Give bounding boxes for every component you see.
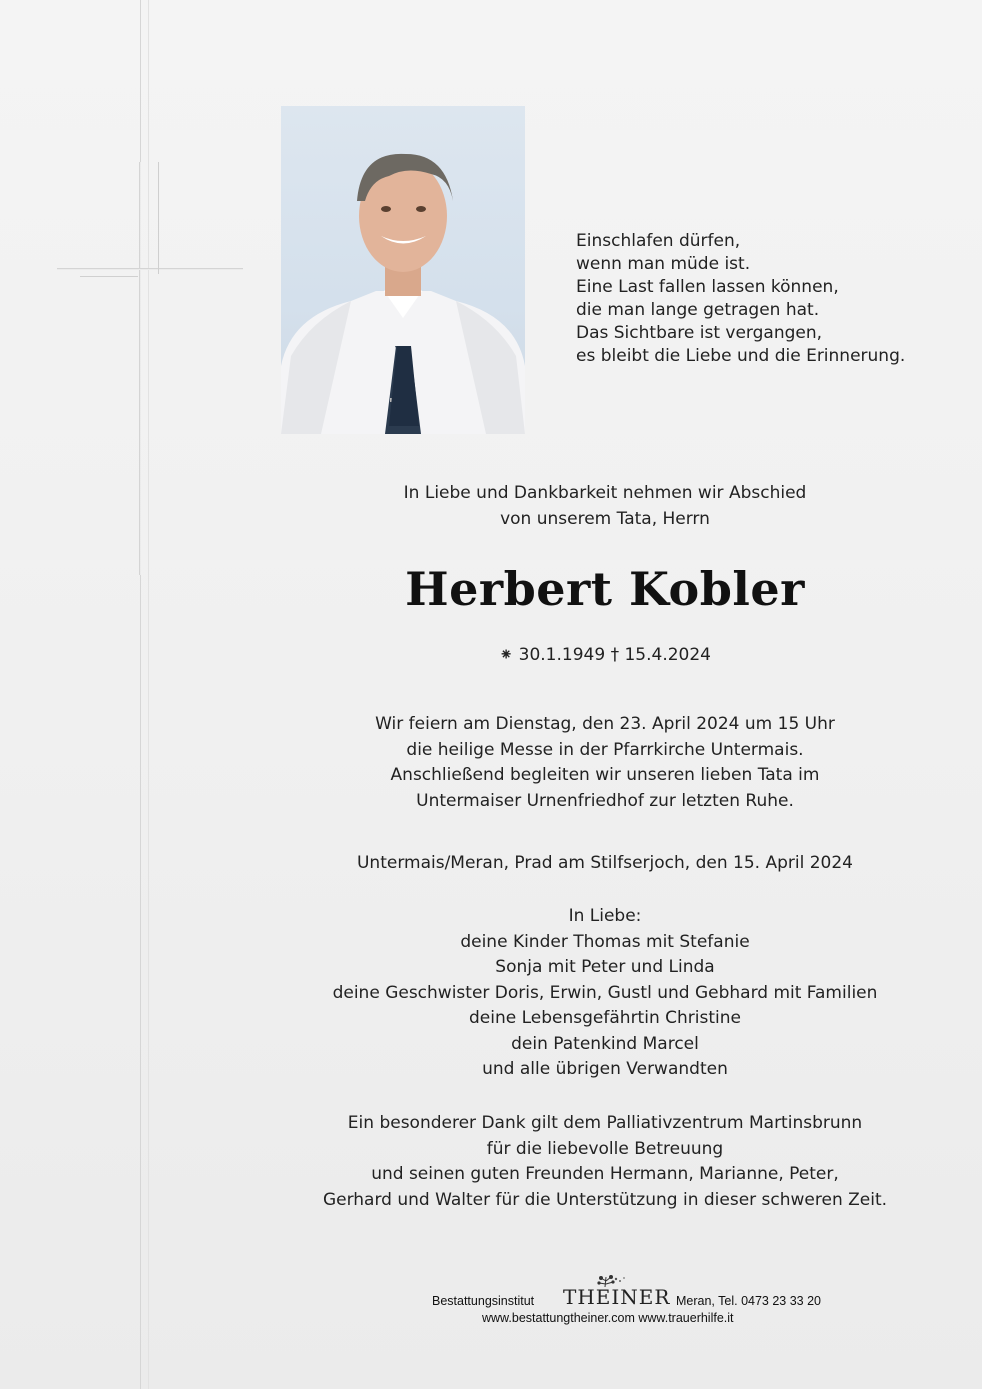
mass-announcement (300, 712, 910, 814)
family-line: deine Lebensgefährtin Christine (469, 1008, 741, 1028)
family-line: dein Patenkind Marcel (511, 1033, 699, 1054)
footer-company-label: Bestattungsinstitut (432, 1294, 535, 1308)
mass-line: die heilige Messe in der Pfarrkirche Untermais. (406, 739, 804, 760)
cross-icon-shadow (80, 276, 138, 277)
family-line: Sonja mit Peter und Linda (495, 957, 715, 977)
frame-line-left-inner (148, 0, 149, 1389)
place-date: Untermais/Meran, Prad am Stilfserjoch, den 15. April 2024 (356, 853, 853, 873)
family-list (300, 904, 910, 1083)
mass-line: Anschließend begleiten wir unseren lieben Tata im (390, 765, 820, 785)
thanks-text (300, 1111, 910, 1213)
intro-line: von unserem Tata, Herrn (500, 508, 710, 529)
thanks-line: Ein besonderer Dank gilt dem Palliativzentrum Martinsbrunn (347, 1113, 863, 1133)
poem-line: Eine Last fallen lassen können, (576, 277, 839, 297)
footer-websites[interactable]: www.bestattungtheiner.com www.trauerhilfe.it (482, 1311, 734, 1325)
intro-text (300, 481, 910, 532)
deceased-name: Herbert Kobler (405, 562, 805, 616)
footer-contact: Meran, Tel. 0473 23 33 20 (676, 1294, 822, 1308)
poem (576, 230, 956, 368)
thanks-line: Gerhard und Walter für die Unterstützung in dieser schweren Zeit. (322, 1189, 888, 1210)
poem-line: die man lange getragen hat. (576, 300, 820, 320)
portrait-photo (281, 106, 525, 434)
mass-line: Untermaiser Urnenfriedhof zur letzten Ruhe. (416, 790, 794, 811)
family-line: und alle übrigen Verwandten (482, 1059, 728, 1079)
family-line: deine Geschwister Doris, Erwin, Gustl und Gebhard mit Familien (332, 982, 878, 1003)
cross-icon (139, 162, 141, 575)
intro-line: In Liebe und Dankbarkeit nehmen wir Abschied (403, 483, 807, 503)
cross-icon-bar (57, 268, 243, 270)
funeral-home-footer (300, 1285, 970, 1325)
poem-line: Das Sichtbare ist vergangen, (576, 323, 823, 343)
family-line: deine Kinder Thomas mit Stefanie (460, 931, 750, 952)
poem-line: wenn man müde ist. (576, 254, 751, 274)
poem-line: Einschlafen dürfen, (576, 231, 741, 251)
thanks-line: und seinen guten Freunden Hermann, Marianne, Peter, (371, 1164, 839, 1184)
cross-icon-shadow-vertical (158, 162, 159, 274)
footer-logo-text: THEINER (563, 1285, 671, 1309)
life-dates: ⁕ 30.1.1949 † 15.4.2024 (499, 645, 711, 665)
family-line: In Liebe: (568, 906, 642, 926)
mass-line: Wir feiern am Dienstag, den 23. April 2024 um 15 Uhr (375, 714, 835, 734)
poem-line: es bleibt die Liebe und die Erinnerung. (576, 346, 906, 366)
thanks-line: für die liebevolle Betreuung (486, 1138, 724, 1159)
